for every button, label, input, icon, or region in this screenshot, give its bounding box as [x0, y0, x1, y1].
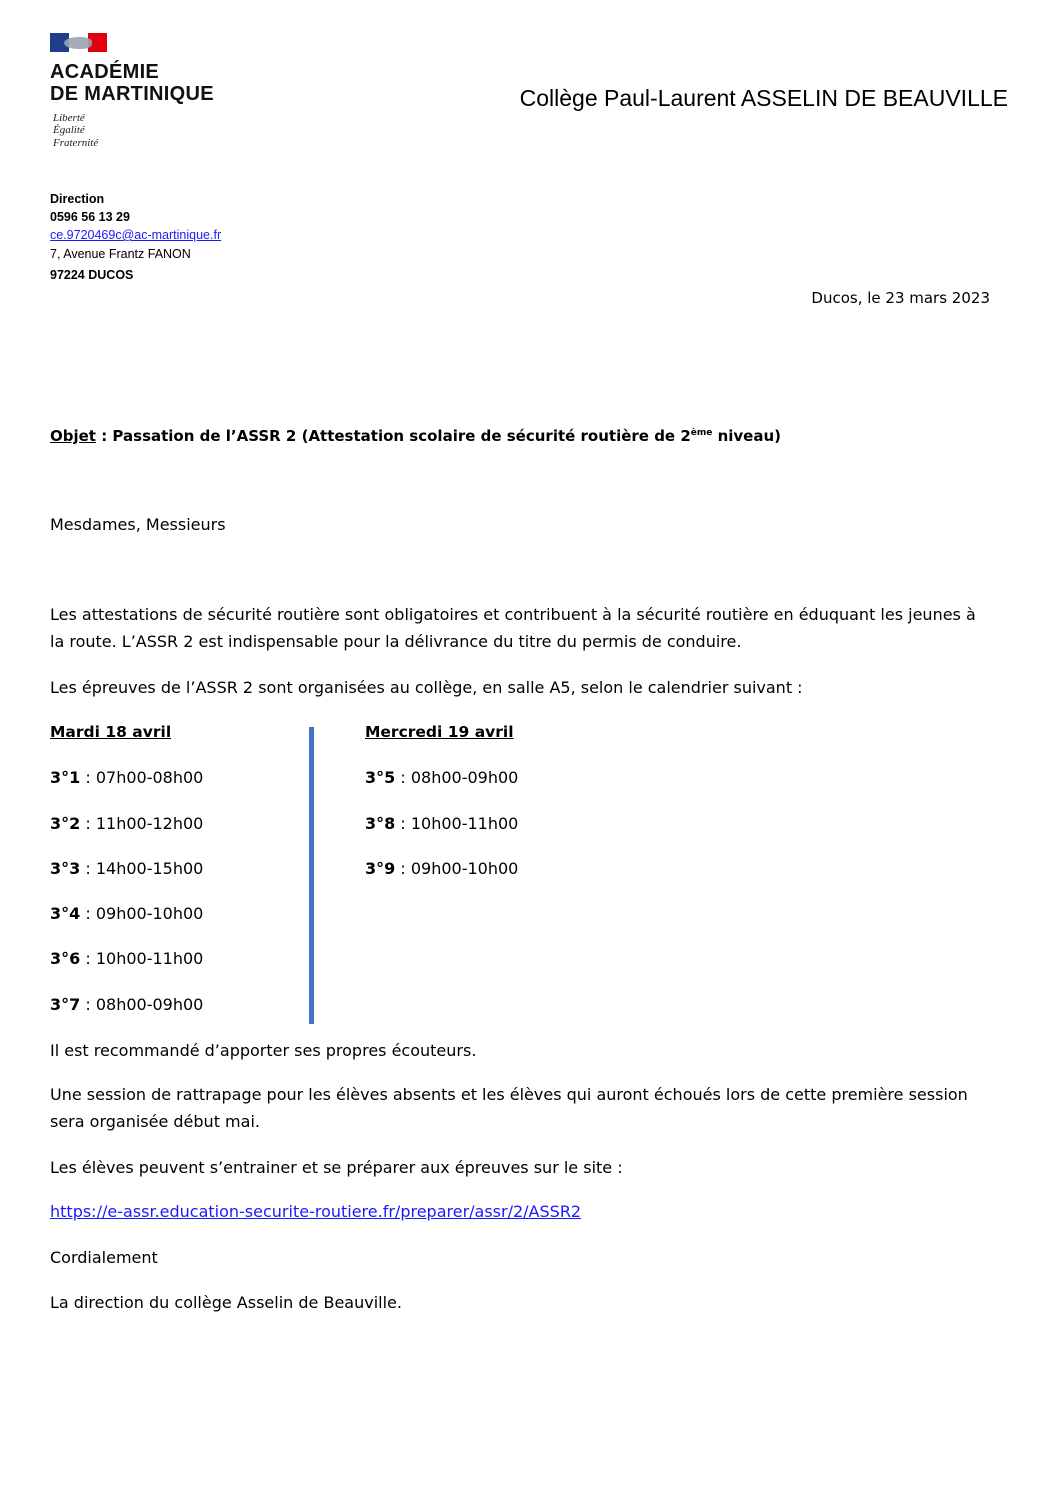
contact-phone: 0596 56 13 29 — [50, 210, 130, 224]
subject-text: : Passation de l’ASSR 2 (Attestation scolaire de sécurité routière de 2 — [95, 427, 691, 445]
contact-address-line1: 7, Avenue Frantz FANON — [50, 247, 191, 261]
academie-line2: DE MARTINIQUE — [50, 83, 214, 105]
subject-line — [50, 427, 781, 445]
motto-liberte: Liberté — [53, 112, 85, 124]
paragraph-headphones: Il est recommandé d’apporter ses propres écouteurs. — [50, 1041, 477, 1060]
schedule-left-heading: Mardi 18 avril — [50, 723, 172, 741]
schedule-divider — [309, 727, 314, 1024]
date-line: Ducos, le 23 mars 2023 — [811, 289, 990, 307]
schedule-slot: 3°7 : 08h00-09h00 — [50, 995, 204, 1014]
republique-francaise-flag-logo — [50, 33, 107, 52]
schedule-slot: 3°4 : 09h00-10h00 — [50, 904, 204, 923]
greeting: Mesdames, Messieurs — [50, 515, 226, 534]
schedule-slot: 3°9 : 09h00-10h00 — [365, 859, 519, 878]
schedule-slot: 3°8 : 10h00-11h00 — [365, 814, 519, 833]
subject-text-end: niveau) — [712, 427, 782, 445]
college-name: Collège Paul-Laurent ASSELIN DE BEAUVILLE — [519, 85, 1008, 111]
paragraph-organisation: Les épreuves de l’ASSR 2 sont organisées au collège, en salle A5, selon le calendrier suivant : — [50, 678, 803, 697]
contact-address-line2: 97224 DUCOS — [50, 268, 134, 282]
schedule-right-heading: Mercredi 19 avril — [365, 723, 514, 741]
motto-fraternite: Fraternité — [53, 137, 99, 149]
paragraph-obligation: Les attestations de sécurité routière sont obligatoires et contribuent à la sécurité routière en éduquant les jeunes à la route. L’ASSR 2 est indispensable pour la délivrance du titre du permis de conduire. — [50, 605, 976, 651]
paragraph-retake: Une session de rattrapage pour les élèves absents et les élèves qui auront échoués lors de cette première session sera organisée début mai. — [50, 1085, 968, 1131]
schedule-slot: 3°5 : 08h00-09h00 — [365, 768, 519, 787]
schedule-slot: 3°2 : 11h00-12h00 — [50, 814, 204, 833]
paragraph-practice: Les élèves peuvent s’entrainer et se préparer aux épreuves sur le site : — [50, 1158, 623, 1177]
contact-department: Direction — [50, 192, 105, 206]
closing: Cordialement — [50, 1248, 158, 1267]
contact-email-link[interactable]: ce.9720469c@ac-martinique.fr — [50, 228, 222, 242]
schedule-slot: 3°1 : 07h00-08h00 — [50, 768, 204, 787]
signature: La direction du collège Asselin de Beauville. — [50, 1293, 402, 1312]
schedule-slot: 3°6 : 10h00-11h00 — [50, 949, 204, 968]
motto-egalite: Égalité — [53, 124, 85, 136]
practice-site-link[interactable]: https://e-assr.education-securite-routiere.fr/preparer/assr/2/ASSR2 — [50, 1202, 582, 1221]
schedule-slot: 3°3 : 14h00-15h00 — [50, 859, 204, 878]
subject-sup: ème — [690, 428, 713, 438]
academie-line1: ACADÉMIE — [50, 61, 160, 83]
subject-label: Objet — [50, 427, 96, 445]
